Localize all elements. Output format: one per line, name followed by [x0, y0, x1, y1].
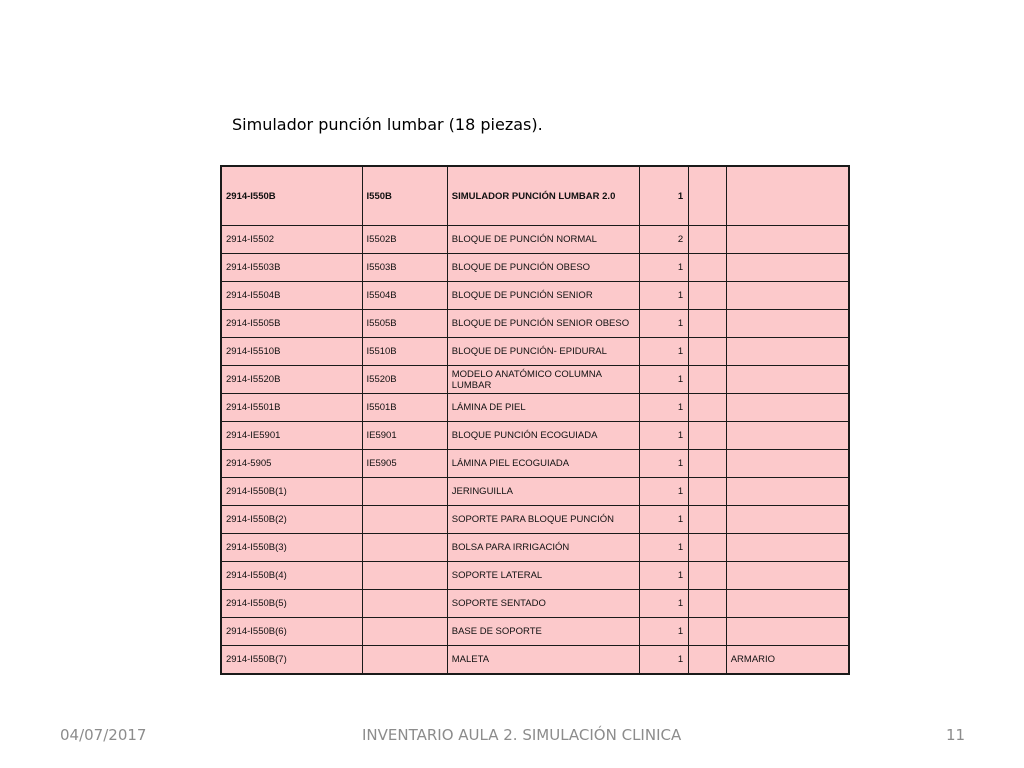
- table-row: [221, 478, 849, 506]
- table-row: [221, 506, 849, 534]
- cell-quantity: 1: [640, 394, 689, 422]
- cell-extra: [689, 646, 727, 675]
- cell-description: BLOQUE DE PUNCIÓN OBESO: [447, 254, 640, 282]
- cell-quantity: 1: [640, 618, 689, 646]
- cell-quantity: 1: [640, 166, 689, 226]
- cell-code: 2914-I5503B: [221, 254, 362, 282]
- cell-location: [726, 422, 849, 450]
- cell-code: 2914-I550B(5): [221, 590, 362, 618]
- cell-location: [726, 366, 849, 394]
- cell-description: MODELO ANATÓMICO COLUMNA LUMBAR: [447, 366, 640, 394]
- cell-code: 2914-I550B(7): [221, 646, 362, 675]
- cell-ref: [362, 618, 447, 646]
- cell-code: 2914-I5504B: [221, 282, 362, 310]
- cell-ref: I5502B: [362, 226, 447, 254]
- cell-quantity: 1: [640, 310, 689, 338]
- cell-extra: [689, 506, 727, 534]
- cell-ref: [362, 562, 447, 590]
- cell-location: [726, 226, 849, 254]
- cell-code: 2914-5905: [221, 450, 362, 478]
- cell-extra: [689, 366, 727, 394]
- cell-extra: [689, 254, 727, 282]
- table-row: [221, 310, 849, 338]
- inventory-table: [220, 165, 850, 675]
- footer-date: 04/07/2017: [60, 726, 147, 744]
- cell-ref: IE5901: [362, 422, 447, 450]
- cell-quantity: 1: [640, 590, 689, 618]
- cell-description: SOPORTE PARA BLOQUE PUNCIÓN: [447, 506, 640, 534]
- slide-title: Simulador punción lumbar (18 piezas).: [232, 115, 543, 134]
- cell-ref: I5503B: [362, 254, 447, 282]
- table-row: [221, 618, 849, 646]
- cell-quantity: 1: [640, 282, 689, 310]
- cell-code: 2914-IE5901: [221, 422, 362, 450]
- cell-description: LÁMINA PIEL ECOGUIADA: [447, 450, 640, 478]
- cell-code: 2914-I5502: [221, 226, 362, 254]
- cell-description: SIMULADOR PUNCIÓN LUMBAR 2.0: [447, 166, 640, 226]
- cell-location: [726, 282, 849, 310]
- cell-quantity: 1: [640, 450, 689, 478]
- cell-description: BLOQUE DE PUNCIÓN NORMAL: [447, 226, 640, 254]
- cell-extra: [689, 422, 727, 450]
- cell-quantity: 1: [640, 366, 689, 394]
- cell-extra: [689, 310, 727, 338]
- cell-location: [726, 590, 849, 618]
- table-row: [221, 422, 849, 450]
- cell-extra: [689, 534, 727, 562]
- cell-ref: I550B: [362, 166, 447, 226]
- cell-description: BLOQUE DE PUNCIÓN SENIOR OBESO: [447, 310, 640, 338]
- cell-location: [726, 338, 849, 366]
- cell-extra: [689, 166, 727, 226]
- cell-location: ARMARIO: [726, 646, 849, 675]
- cell-code: 2914-I550B(2): [221, 506, 362, 534]
- cell-quantity: 1: [640, 646, 689, 675]
- table-row: [221, 282, 849, 310]
- table-row: [221, 450, 849, 478]
- table-row: [221, 166, 849, 226]
- cell-description: BLOQUE PUNCIÓN ECOGUIADA: [447, 422, 640, 450]
- cell-ref: [362, 534, 447, 562]
- cell-code: 2914-I550B(3): [221, 534, 362, 562]
- cell-quantity: 1: [640, 562, 689, 590]
- cell-ref: IE5905: [362, 450, 447, 478]
- cell-extra: [689, 590, 727, 618]
- cell-description: BASE DE SOPORTE: [447, 618, 640, 646]
- cell-ref: [362, 646, 447, 675]
- cell-extra: [689, 562, 727, 590]
- cell-description: BLOQUE DE PUNCIÓN- EPIDURAL: [447, 338, 640, 366]
- cell-code: 2914-I5501B: [221, 394, 362, 422]
- cell-ref: I5501B: [362, 394, 447, 422]
- cell-location: [726, 310, 849, 338]
- cell-quantity: 1: [640, 338, 689, 366]
- cell-code: 2914-I5505B: [221, 310, 362, 338]
- cell-ref: I5510B: [362, 338, 447, 366]
- cell-location: [726, 254, 849, 282]
- cell-location: [726, 562, 849, 590]
- cell-extra: [689, 282, 727, 310]
- cell-quantity: 1: [640, 254, 689, 282]
- cell-extra: [689, 450, 727, 478]
- footer-title: INVENTARIO AULA 2. SIMULACIÓN CLINICA: [362, 726, 682, 744]
- cell-quantity: 1: [640, 478, 689, 506]
- cell-code: 2914-I550B(4): [221, 562, 362, 590]
- cell-code: 2914-I550B: [221, 166, 362, 226]
- cell-quantity: 1: [640, 422, 689, 450]
- cell-ref: [362, 590, 447, 618]
- cell-code: 2914-I5510B: [221, 338, 362, 366]
- cell-ref: [362, 478, 447, 506]
- cell-description: SOPORTE LATERAL: [447, 562, 640, 590]
- table-row: [221, 646, 849, 675]
- table-row: [221, 394, 849, 422]
- inventory-table-body: [221, 166, 849, 674]
- cell-extra: [689, 338, 727, 366]
- footer-page-number: 11: [946, 726, 966, 744]
- cell-ref: I5505B: [362, 310, 447, 338]
- cell-description: BOLSA PARA IRRIGACIÓN: [447, 534, 640, 562]
- cell-location: [726, 506, 849, 534]
- cell-extra: [689, 618, 727, 646]
- cell-extra: [689, 226, 727, 254]
- table-row: [221, 338, 849, 366]
- cell-code: 2914-I5520B: [221, 366, 362, 394]
- cell-ref: I5504B: [362, 282, 447, 310]
- cell-quantity: 1: [640, 534, 689, 562]
- cell-ref: I5520B: [362, 366, 447, 394]
- cell-description: SOPORTE SENTADO: [447, 590, 640, 618]
- table-row: [221, 562, 849, 590]
- table-row: [221, 534, 849, 562]
- table-row: [221, 366, 849, 394]
- table-row: [221, 226, 849, 254]
- cell-code: 2914-I550B(1): [221, 478, 362, 506]
- cell-quantity: 2: [640, 226, 689, 254]
- cell-extra: [689, 478, 727, 506]
- cell-location: [726, 534, 849, 562]
- cell-extra: [689, 394, 727, 422]
- cell-description: BLOQUE DE PUNCIÓN SENIOR: [447, 282, 640, 310]
- cell-location: [726, 394, 849, 422]
- cell-description: MALETA: [447, 646, 640, 675]
- cell-location: [726, 478, 849, 506]
- cell-location: [726, 166, 849, 226]
- cell-ref: [362, 506, 447, 534]
- cell-description: JERINGUILLA: [447, 478, 640, 506]
- cell-location: [726, 618, 849, 646]
- cell-quantity: 1: [640, 506, 689, 534]
- table-row: [221, 254, 849, 282]
- cell-description: LÁMINA DE PIEL: [447, 394, 640, 422]
- cell-code: 2914-I550B(6): [221, 618, 362, 646]
- cell-location: [726, 450, 849, 478]
- table-row: [221, 590, 849, 618]
